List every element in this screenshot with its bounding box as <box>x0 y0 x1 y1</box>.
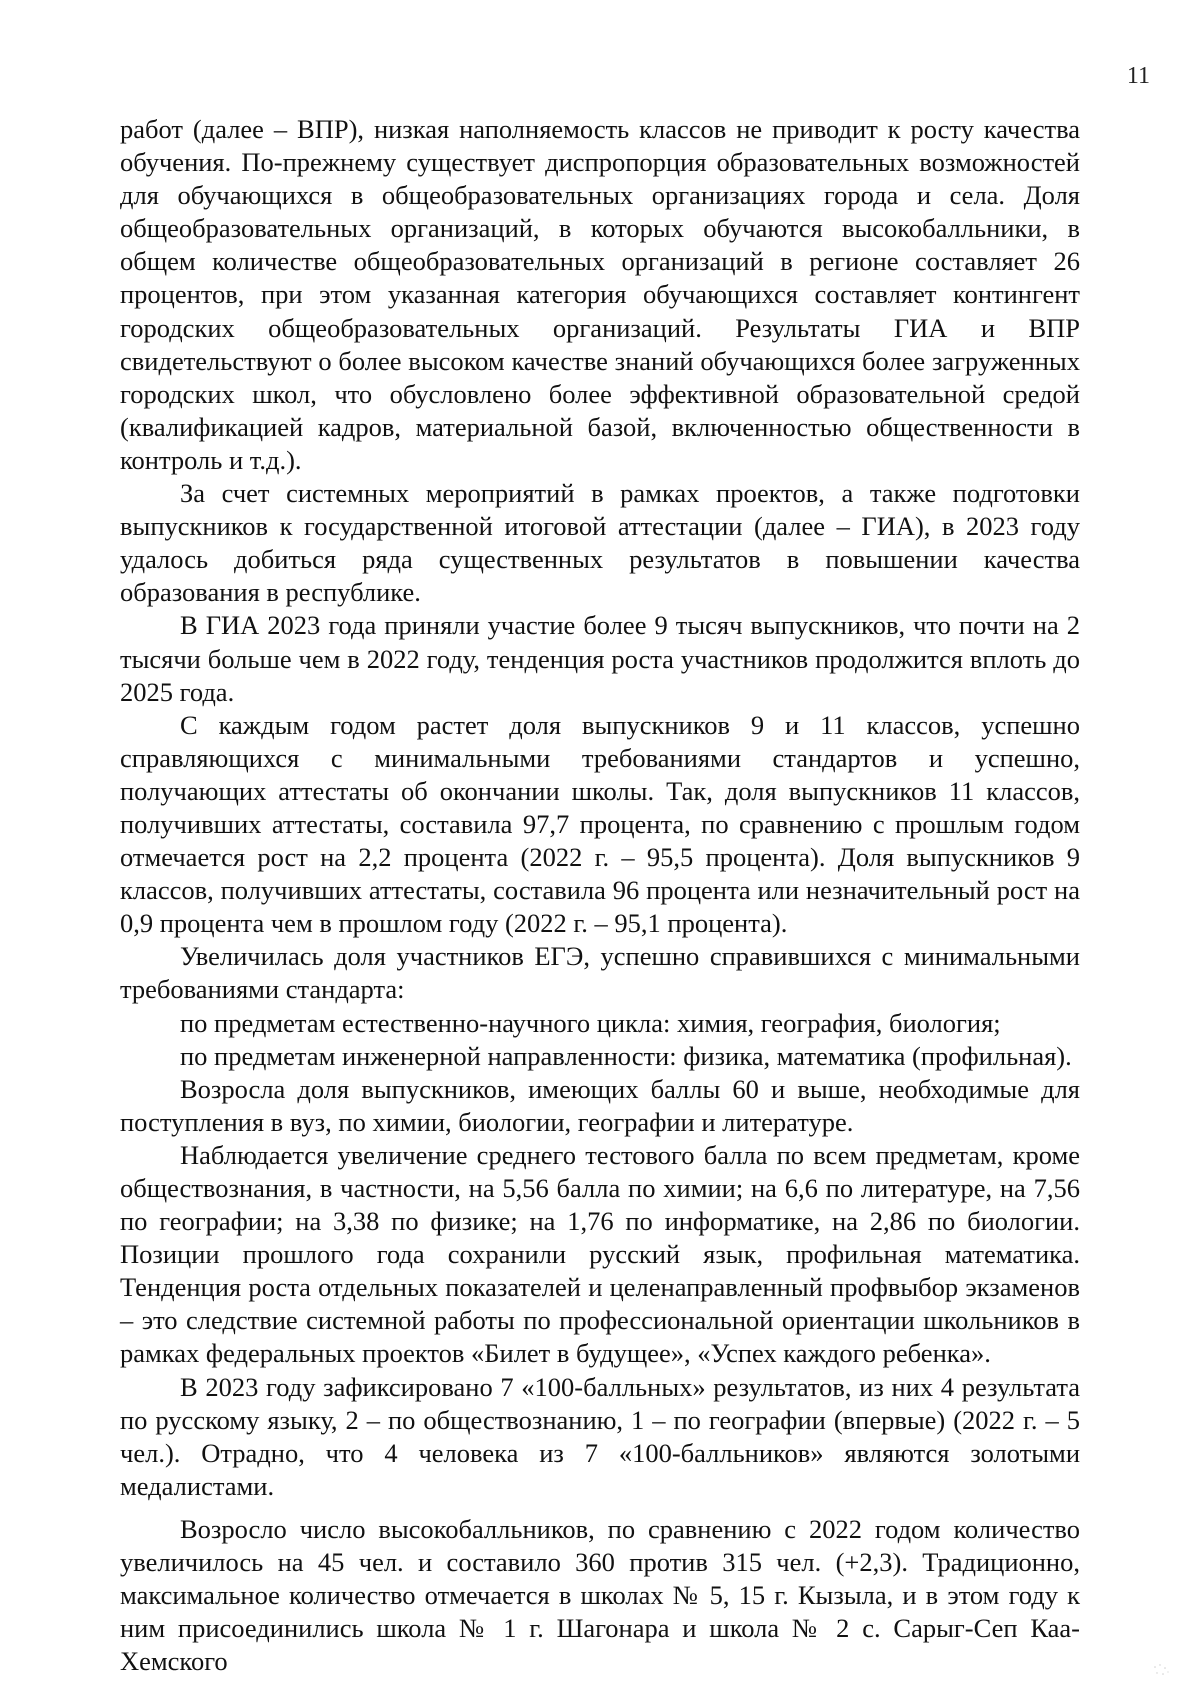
list-item-engineering: по предметам инженерной направленности: физика, математика (профильная). <box>180 1040 1072 1071</box>
list-item-natural-sciences: по предметам естественно-научного цикла: химия, география, биология; <box>180 1007 1001 1038</box>
paragraph-9: Возросло число высокобалльников, по сравнению с 2022 годом количество увеличилось на 45 чел. и составило 360 против 315 чел. (+2,3). Традиционно, максимальное количество отмечается в школах № 5, 15 г. Кызыла, и в этом году к ним присоединились школа № 1 г. Шагонара и школа № 2 с. Сарыг-Сеп Каа-Хемского <box>120 1513 1080 1677</box>
paragraph-6: Возросла доля выпускников, имеющих баллы 60 и выше, необходимые для поступления в вуз, по химии, биологии, географии и литературе. <box>120 1073 1080 1137</box>
paragraph-4: С каждым годом растет доля выпускников 9 и 11 классов, успешно справляющихся с минимальными требованиями стандартов и успешно, получающих аттестаты об окончании школы. Так, доля выпускников 11 классов, получивших аттестаты, составила 97,7 процента, по сравнению с прошлым годом отмечается рост на 2,2 процента (2022 г. – 95,5 процента). Доля выпускников 9 классов, получивших аттестаты, составила 96 процента или незначительный рост на 0,9 процента чем в прошлом году (2022 г. – 95,1 процента). <box>120 709 1080 939</box>
paragraph-5: Увеличилась доля участников ЕГЭ, успешно справившихся с минимальными требованиями стандарта: <box>120 941 1080 1005</box>
paragraph-1: работ (далее – ВПР), низкая наполняемость классов не приводит к росту качества обучения. По-прежнему существует диспропорция образовательных возможностей для обучающихся в общеобразовательных организациях города и села. Доля общеобразовательных организаций, в которых обучаются высокобалльники, в общем количестве общеобразовательных организаций в регионе составляет 26 процентов, при этом указанная категория обучающихся составляет контингент городских общеобразовательных организаций. Результаты ГИА и ВПР свидетельствуют о более высоком качестве знаний обучающихся более загруженных городских школ, что обусловлено более эффективной образовательной средой (квалификацией кадров, материальной базой, включенностью общественности в контроль и т.д.). <box>120 114 1080 475</box>
document-body <box>120 113 1080 1678</box>
paragraph-7: Наблюдается увеличение среднего тестового балла по всем предметам, кроме обществознания, в частности, на 5,56 балла по химии; на 6,6 по литературе, на 7,56 по географии; на 3,38 по физике; на 1,76 по информатике, на 2,86 по биологии. Позиции прошлого года сохранили русский язык, профильная математика. Тенденция роста отдельных показателей и целенаправленный профвыбор экзаменов – это следствие системной работы по профессиональной ориентации школьников в рамках федеральных проектов «Билет в будущее», «Успех каждого ребенка». <box>120 1139 1080 1369</box>
paragraph-3: В ГИА 2023 года приняли участие более 9 тысяч выпускников, что почти на 2 тысячи больше чем в 2022 году, тенденция роста участников продолжится вплоть до 2025 года. <box>120 610 1080 707</box>
paragraph-2: За счет системных мероприятий в рамках проектов, а также подготовки выпускников к государственной итоговой аттестации (далее – ГИА), в 2023 году удалось добиться ряда существенных результатов в повышении качества образования в республике. <box>120 478 1080 608</box>
page-number: 11 <box>1126 63 1150 89</box>
scan-artifact-icon <box>1152 1663 1170 1677</box>
paragraph-8: В 2023 году зафиксировано 7 «100-балльных» результатов, из них 4 результата по русскому языку, 2 – по обществознанию, 1 – по географии (впервые) (2022 г. – 5 чел.). Отрадно, что 4 человека из 7 «100-балльников» являются золотыми медалистами. <box>120 1371 1080 1501</box>
